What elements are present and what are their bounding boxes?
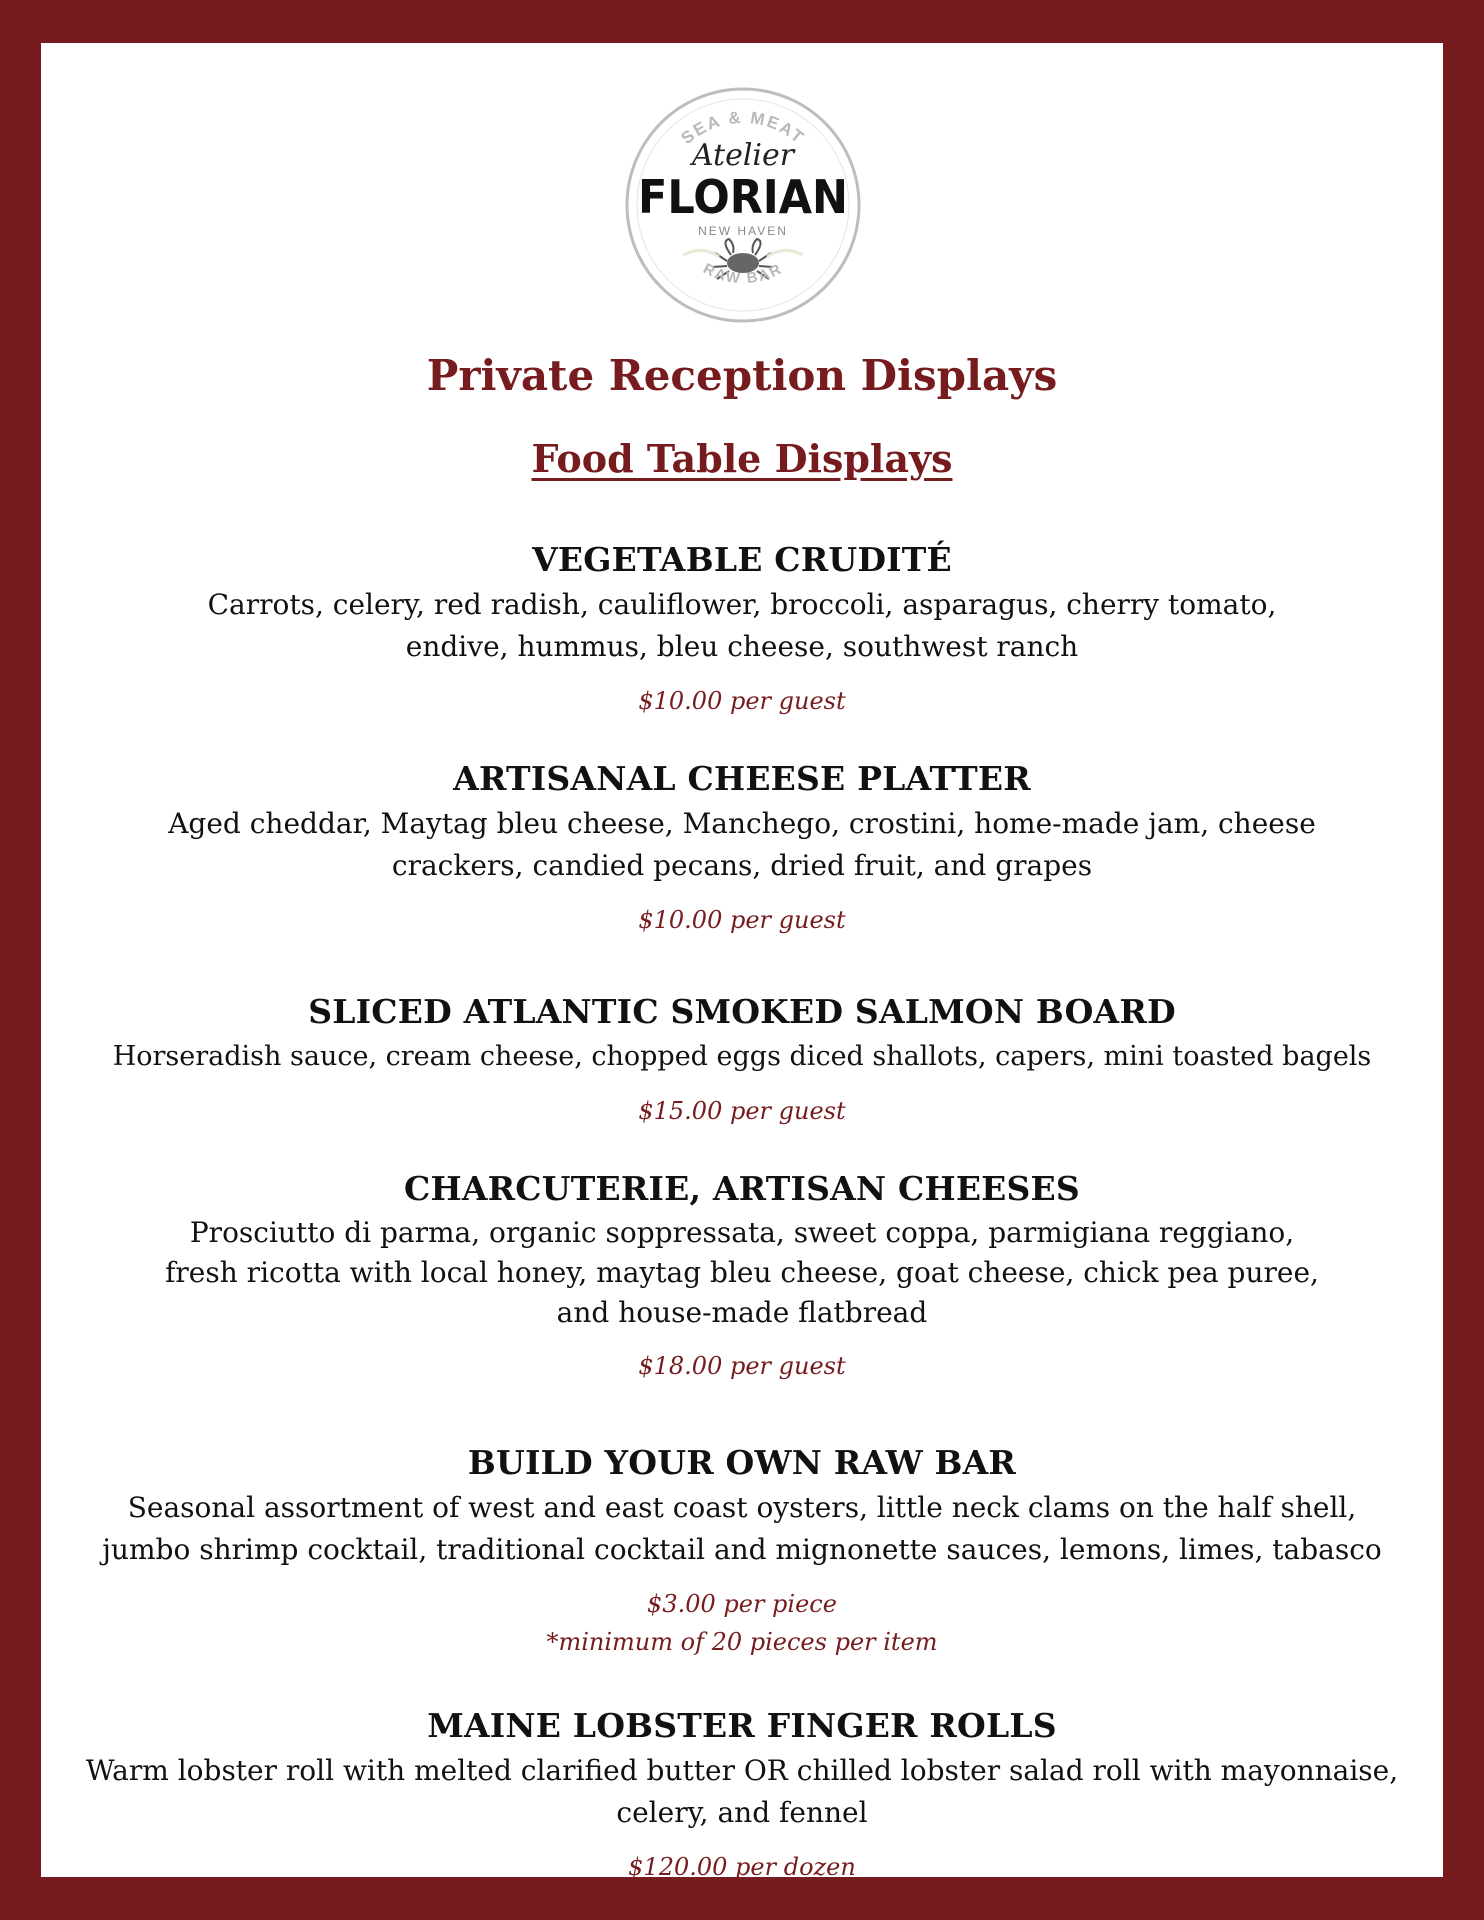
item-description-line: Prosciutto di parma, organic soppressata, sweet coppa, parmigiana reggiano, [189, 1216, 1295, 1249]
menu-page [41, 43, 1443, 1881]
item-description-line: fresh ricotta with local honey, maytag bleu cheese, goat cheese, chick pea puree, [165, 1256, 1319, 1289]
item-description [41, 803, 1443, 887]
page-title: Private Reception Displays [426, 351, 1058, 400]
menu-item [41, 1441, 1443, 1661]
item-price: $10.00 per guest [638, 687, 846, 715]
item-description-line: Horseradish sauce, cream cheese, chopped eggs diced shallots, capers, mini toasted bagels [112, 1041, 1372, 1072]
item-name: SLICED ATLANTIC SMOKED SALMON BOARD [308, 992, 1176, 1031]
logo-script-name: Atelier [691, 138, 795, 173]
item-description [41, 584, 1443, 668]
item-description-line: Aged cheddar, Maytag bleu cheese, Manchego, crostini, home-made jam, cheese [168, 807, 1316, 840]
item-price: $18.00 per guest [638, 1352, 846, 1380]
item-description-line: Warm lobster roll with melted clarified butter OR chilled lobster salad roll with mayonnaise, [85, 1754, 1399, 1787]
menu-item [41, 1704, 1443, 1886]
menu-item [41, 538, 1443, 720]
item-description [41, 1036, 1443, 1078]
item-description [41, 1213, 1443, 1333]
item-description [41, 1750, 1443, 1834]
menu-item [41, 1167, 1443, 1385]
menu-item [41, 757, 1443, 939]
item-price: $10.00 per guest [638, 906, 846, 934]
item-description-line: Carrots, celery, red radish, cauliflower, broccoli, asparagus, cherry tomato, [207, 588, 1277, 621]
restaurant-logo [623, 85, 863, 325]
item-description-line: and house-made flatbread [556, 1296, 928, 1329]
item-description-line: Seasonal assortment of west and east coast oysters, little neck clams on the half shell, [127, 1491, 1357, 1524]
item-description-line: crackers, candied pecans, dried fruit, and grapes [391, 849, 1093, 882]
section-title: Food Table Displays [531, 436, 953, 481]
item-name: ARTISANAL CHEESE PLATTER [453, 759, 1031, 798]
item-description [41, 1487, 1443, 1571]
item-name: VEGETABLE CRUDITÉ [532, 540, 952, 579]
logo-name: FLORIAN [638, 170, 848, 224]
item-note: *minimum of 20 pieces per item [546, 1628, 938, 1656]
logo-bottom-text: RAW BAR [700, 260, 786, 288]
item-name: CHARCUTERIE, ARTISAN CHEESES [404, 1169, 1080, 1208]
item-price: $15.00 per guest [638, 1097, 846, 1125]
item-price: $120.00 per dozen [628, 1853, 856, 1881]
item-price: $3.00 per piece [647, 1590, 837, 1618]
item-name: BUILD YOUR OWN RAW BAR [467, 1443, 1017, 1482]
logo-top-text: SEA & MEAT [677, 107, 809, 149]
menu-item [41, 990, 1443, 1130]
item-name: MAINE LOBSTER FINGER ROLLS [427, 1706, 1057, 1745]
item-description-line: endive, hummus, bleu cheese, southwest ranch [405, 630, 1079, 663]
item-description-line: celery, and fennel [616, 1796, 868, 1829]
logo-location: NEW HAVEN [698, 224, 788, 238]
item-description-line: jumbo shrimp cocktail, traditional cocktail and mignonette sauces, lemons, limes, tabasco [102, 1533, 1382, 1566]
